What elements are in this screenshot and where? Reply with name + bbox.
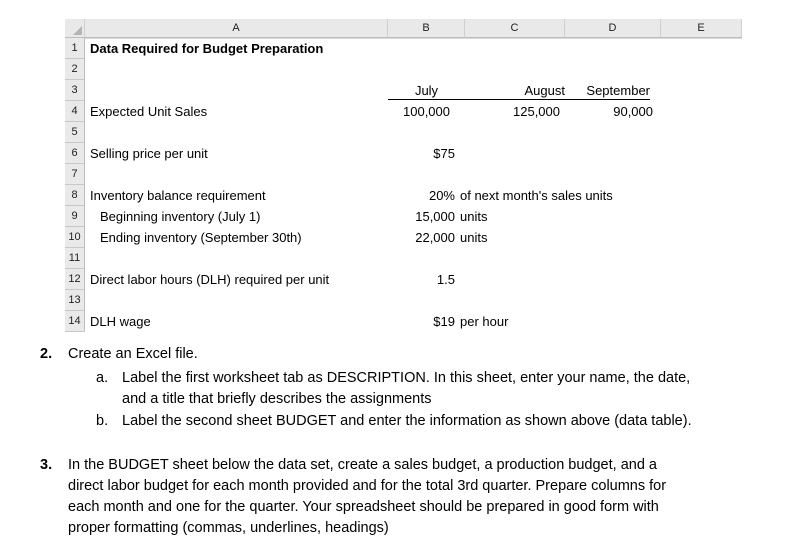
cell-c10-unit[interactable]: units <box>460 230 488 245</box>
cell-b3-july[interactable]: July <box>388 80 465 100</box>
cell-a9-label[interactable]: Beginning inventory (July 1) <box>100 209 261 224</box>
cell-a8-label[interactable]: Inventory balance requirement <box>90 188 266 203</box>
row-header-7[interactable]: 7 <box>65 164 85 185</box>
cell-a6-label[interactable]: Selling price per unit <box>90 146 208 161</box>
row-header-6[interactable]: 6 <box>65 143 85 164</box>
cell-b14-value[interactable]: $19 <box>433 314 455 329</box>
row-header-1[interactable]: 1 <box>65 38 85 59</box>
row-header-11[interactable]: 11 <box>65 248 85 269</box>
column-header-a[interactable]: A <box>85 19 388 38</box>
cell-b8-percent[interactable]: 20% <box>428 188 455 203</box>
item-2-number: 2. <box>40 346 53 362</box>
item-3-line2: direct labor budget for each month provided and for the total 3rd quarter. Prepare columns for <box>68 478 667 494</box>
row-header-12[interactable]: 12 <box>65 269 85 290</box>
cell-a10-label[interactable]: Ending inventory (September 30th) <box>100 230 302 245</box>
item-2-text: Create an Excel file. <box>68 346 198 362</box>
item-3-line1: In the BUDGET sheet below the data set, create a sales budget, a production budget, and a <box>68 457 657 473</box>
row-header-9[interactable]: 9 <box>65 206 85 227</box>
item-2b-letter: b. <box>96 413 109 429</box>
column-header-b[interactable]: B <box>388 19 465 38</box>
row-header-4[interactable]: 4 <box>65 101 85 122</box>
row-header-13[interactable]: 13 <box>65 290 85 311</box>
cell-c8-text[interactable]: of next month's sales units <box>460 188 613 203</box>
column-header-e[interactable]: E <box>661 19 742 38</box>
cell-a14-label[interactable]: DLH wage <box>90 314 151 329</box>
row-header-2[interactable]: 2 <box>65 59 85 80</box>
spreadsheet <box>65 19 742 331</box>
cell-b4-july[interactable]: 100,000 <box>403 104 450 119</box>
item-2a-line1: Label the first worksheet tab as DESCRIPTION. In this sheet, enter your name, the date, <box>122 370 691 386</box>
cell-c9-unit[interactable]: units <box>460 209 488 224</box>
cell-a12-label[interactable]: Direct labor hours (DLH) required per unit <box>90 272 330 287</box>
row-header-3[interactable]: 3 <box>65 80 85 101</box>
cell-d4-september[interactable]: 90,000 <box>613 104 653 119</box>
cell-d3-september[interactable]: September <box>565 80 650 100</box>
row-header-8[interactable]: 8 <box>65 185 85 206</box>
cell-c4-august[interactable]: 125,000 <box>513 104 560 119</box>
column-header-c[interactable]: C <box>465 19 565 38</box>
select-all-corner[interactable] <box>65 19 85 38</box>
item-3-line3: each month and one for the quarter. Your spreadsheet should be prepared in good form with <box>68 499 659 515</box>
item-3-line4: proper formatting (commas, underlines, headings) <box>68 520 389 536</box>
cell-b6-price[interactable]: $75 <box>433 146 455 161</box>
column-header-d[interactable]: D <box>565 19 661 38</box>
item-2b-line1: Label the second sheet BUDGET and enter the information as shown above (data table). <box>122 413 692 429</box>
cell-c14-unit[interactable]: per hour <box>460 314 509 329</box>
row-header-14[interactable]: 14 <box>65 311 85 332</box>
cell-a4-label[interactable]: Expected Unit Sales <box>90 104 208 119</box>
row-header-10[interactable]: 10 <box>65 227 85 248</box>
item-3-number: 3. <box>40 457 53 473</box>
item-2a-line2: and a title that briefly describes the assignments <box>122 391 432 407</box>
cell-b9-value[interactable]: 15,000 <box>415 209 455 224</box>
cell-b12-value[interactable]: 1.5 <box>436 272 455 287</box>
cell-a1-title[interactable]: Data Required for Budget Preparation <box>90 41 324 56</box>
row-header-5[interactable]: 5 <box>65 122 85 143</box>
cell-b10-value[interactable]: 22,000 <box>415 230 455 245</box>
item-2a-letter: a. <box>96 370 109 386</box>
cell-c3-august[interactable]: August <box>465 80 565 100</box>
